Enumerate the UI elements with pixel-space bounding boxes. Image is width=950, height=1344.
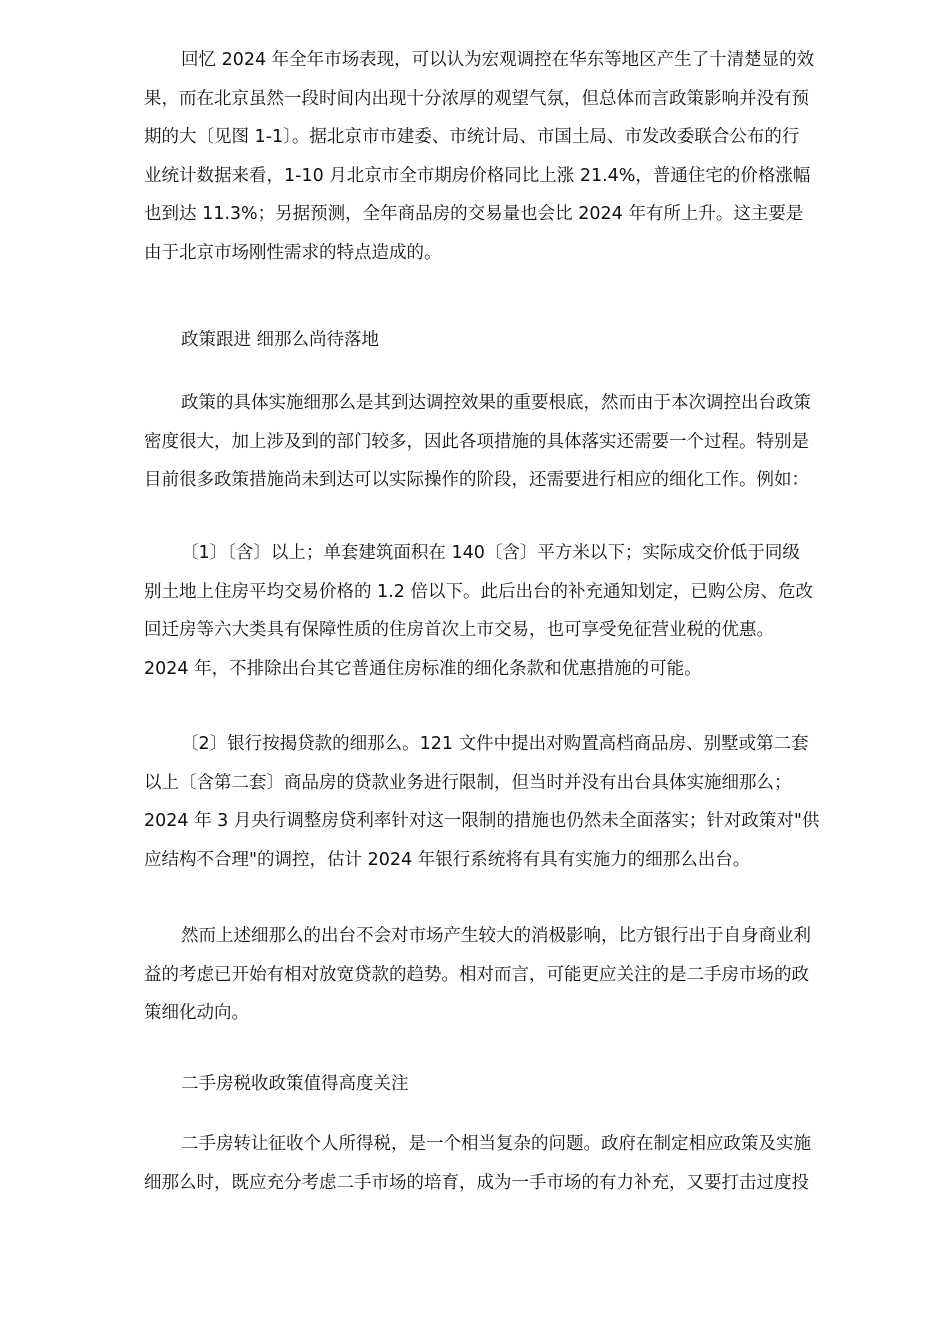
- text-line: 回忆 2024 年全年市场表现，可以认为宏观调控在华东等地区产生了十清楚显的效: [181, 50, 815, 70]
- text-line: 回迁房等六大类具有保障性质的住房首次上市交易，也可享受免征营业税的优惠。: [144, 620, 774, 640]
- paragraph-market-impact: [144, 917, 879, 1033]
- paragraph-item-2: [144, 725, 879, 879]
- text-line: 密度很大，加上涉及到的部门较多，因此各项措施的具体落实还需要一个过程。特别是: [144, 431, 809, 452]
- text-line: 〔2〕银行按揭贷款的细那么。121 文件中提出对购置高档商品房、别墅或第二套: [181, 734, 809, 754]
- text-line: 然而上述细那么的出台不会对市场产生较大的消极影响，比方银行出于自身商业利: [181, 926, 811, 946]
- paragraph-item-1: [144, 534, 879, 688]
- text-line: 政策的具体实施细那么是其到达调控效果的重要根底，然而由于本次调控出台政策: [181, 393, 811, 413]
- text-line: 2024 年 3 月央行调整房贷利率针对这一限制的措施也仍然未全面落实；针对政策对"供: [144, 811, 820, 831]
- text-line: 果，而在北京虽然一段时间内出现十分浓厚的观望气氛，但总体而言政策影响并没有预: [144, 88, 809, 109]
- text-line: 应结构不合理"的调控，估计 2024 年银行系统将有具有实施力的细那么出台。: [144, 849, 751, 870]
- section-heading-policy-followup: 政策跟进 细那么尚待落地: [181, 330, 380, 350]
- text-line: 益的考虑已开始有相对放宽贷款的趋势。相对而言，可能更应关注的是二手房市场的政: [144, 964, 809, 985]
- text-line: 由于北京市场刚性需求的特点造成的。: [144, 242, 442, 263]
- text-line: 细那么时，既应充分考虑二手市场的培育，成为一手市场的有力补充，又要打击过度投: [144, 1172, 809, 1193]
- text-line: 〔1〕〔含〕以上；单套建筑面积在 140〔含〕平方米以下；实际成交价低于同级: [181, 543, 800, 563]
- text-line: 2024 年，不排除出台其它普通住房标准的细化条款和优惠措施的可能。: [144, 658, 702, 679]
- text-line: 以上〔含第二套〕商品房的贷款业务进行限制，但当时并没有出台具体实施细那么；: [144, 772, 792, 793]
- text-line: 二手房转让征收个人所得税，是一个相当复杂的问题。政府在制定相应政策及实施: [181, 1134, 811, 1154]
- text-line: 业统计数据来看，1-10 月北京市全市期房价格同比上涨 21.4%，普通住宅的价格涨幅: [144, 165, 811, 186]
- section-heading-second-hand-tax: 二手房税收政策值得高度关注: [181, 1074, 409, 1094]
- paragraph-income-tax: [144, 1125, 879, 1202]
- text-line: 目前很多政策措施尚未到达可以实际操作的阶段，还需要进行相应的细化工作。例如：: [144, 470, 809, 490]
- text-line: 也到达 11.3%；另据预测，全年商品房的交易量也会比 2024 年有所上升。这主要是: [144, 204, 804, 224]
- text-line: 期的大〔见图 1-1〕。据北京市市建委、市统计局、市国土局、市发改委联合公布的行: [144, 127, 800, 147]
- paragraph-market-review: [144, 41, 879, 272]
- text-line: 策细化动向。: [144, 1003, 249, 1023]
- text-line: 别土地上住房平均交易价格的 1.2 倍以下。此后出台的补充通知划定，已购公房、危改: [144, 581, 813, 602]
- paragraph-policy-details: [144, 384, 879, 500]
